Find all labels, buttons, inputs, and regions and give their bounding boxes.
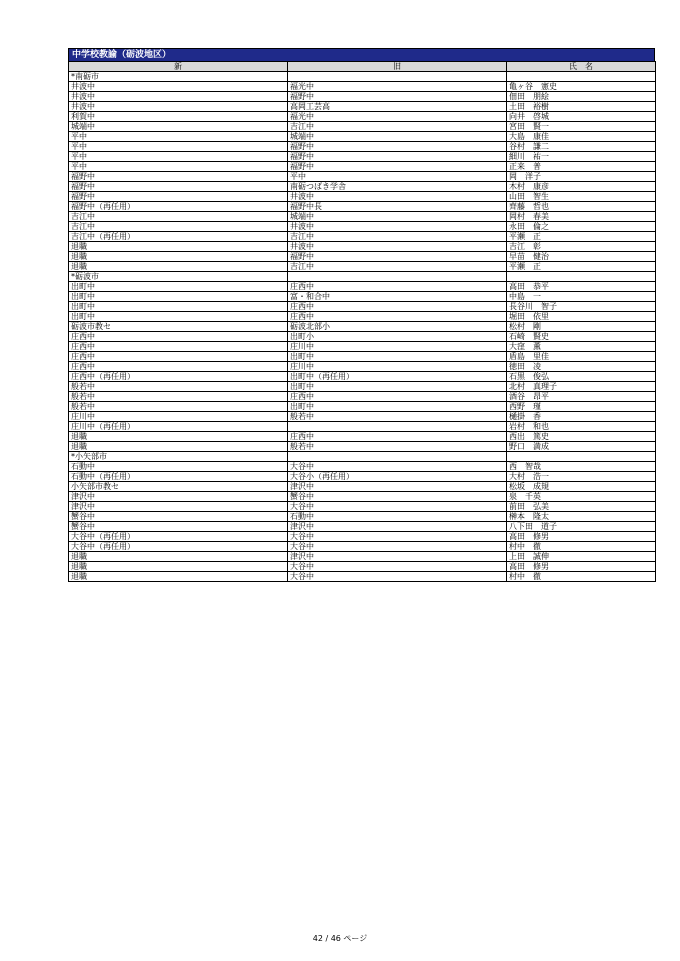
cell-old-post: 庄川中 <box>288 342 507 352</box>
cell-new-post: 庄西中 <box>69 342 288 352</box>
table-row <box>69 332 656 342</box>
cell-old-post: 富・和合中 <box>288 292 507 302</box>
cell-new-post: 出町中 <box>69 312 288 322</box>
table-row <box>69 542 656 552</box>
cell-new-post: 吉江中 <box>69 222 288 232</box>
cell-new-post: 退職 <box>69 262 288 272</box>
cell-person-name: 西出 篤史 <box>507 432 656 442</box>
table-row <box>69 242 656 252</box>
table-row <box>69 312 656 322</box>
region-empty-cell <box>288 72 507 82</box>
region-empty-cell <box>507 72 656 82</box>
cell-old-post: 津沢中 <box>288 522 507 532</box>
cell-old-post: 福野中 <box>288 92 507 102</box>
cell-person-name: 北村 真理子 <box>507 382 656 392</box>
page-number: 42 / 46 ページ <box>312 934 368 943</box>
cell-new-post: 退職 <box>69 572 288 582</box>
table-row <box>69 392 656 402</box>
cell-person-name: 亀ヶ谷 憲史 <box>507 82 656 92</box>
cell-new-post: 福野中 <box>69 182 288 192</box>
table-header-row <box>69 62 656 72</box>
cell-person-name: 長谷川 智子 <box>507 302 656 312</box>
table-row <box>69 552 656 562</box>
cell-new-post: 庄西中 <box>69 332 288 342</box>
sheet-title: 中学校教諭（砺波地区） <box>68 48 655 61</box>
table-row <box>69 82 656 92</box>
table-row <box>69 132 656 142</box>
column-header-new: 新 <box>69 62 288 72</box>
cell-person-name: 齊藤 哲也 <box>507 202 656 212</box>
cell-new-post: 小矢部市教セ <box>69 482 288 492</box>
cell-new-post: 平中 <box>69 162 288 172</box>
cell-old-post: 庄西中 <box>288 302 507 312</box>
region-row <box>69 272 656 282</box>
cell-old-post: 出町中 <box>288 402 507 412</box>
table-row <box>69 472 656 482</box>
cell-person-name: 徳田 凌 <box>507 362 656 372</box>
table-body <box>69 72 656 582</box>
cell-new-post: 井波中 <box>69 92 288 102</box>
cell-new-post: 出町中 <box>69 282 288 292</box>
table-row <box>69 292 656 302</box>
cell-old-post: 井波中 <box>288 242 507 252</box>
cell-person-name: 村中 徹 <box>507 542 656 552</box>
table-row <box>69 382 656 392</box>
cell-person-name: 大村 浩一 <box>507 472 656 482</box>
cell-old-post: 城端中 <box>288 132 507 142</box>
cell-old-post: 出町中 <box>288 352 507 362</box>
cell-person-name: 松村 剛 <box>507 322 656 332</box>
table-row <box>69 162 656 172</box>
cell-new-post: 出町中 <box>69 292 288 302</box>
cell-old-post: 石動中 <box>288 512 507 522</box>
cell-old-post: 城端中 <box>288 212 507 222</box>
cell-old-post: 平中 <box>288 172 507 182</box>
cell-person-name: 正来 普 <box>507 162 656 172</box>
cell-old-post: 出町中 <box>288 382 507 392</box>
table-row <box>69 442 656 452</box>
cell-person-name: 高田 恭平 <box>507 282 656 292</box>
cell-new-post: 平中 <box>69 152 288 162</box>
cell-new-post: 庄西中（再任用） <box>69 372 288 382</box>
table-row <box>69 322 656 332</box>
table-row <box>69 402 656 412</box>
cell-person-name: 西 智哉 <box>507 462 656 472</box>
cell-new-post: 利賀中 <box>69 112 288 122</box>
table-row <box>69 482 656 492</box>
cell-old-post: 福光中 <box>288 82 507 92</box>
table-row <box>69 562 656 572</box>
cell-person-name: 松坂 成規 <box>507 482 656 492</box>
cell-old-post: 吉江中 <box>288 122 507 132</box>
cell-old-post: 大谷中 <box>288 532 507 542</box>
cell-person-name: 泉 千英 <box>507 492 656 502</box>
cell-person-name: 大窪 薫 <box>507 342 656 352</box>
region-row <box>69 452 656 462</box>
table-row <box>69 492 656 502</box>
cell-person-name: 平瀬 正 <box>507 232 656 242</box>
cell-new-post: 庄川中（再任用） <box>69 422 288 432</box>
table-row <box>69 102 656 112</box>
cell-person-name: 木村 康彦 <box>507 182 656 192</box>
cell-old-post: 般若中 <box>288 442 507 452</box>
cell-person-name: 高田 修男 <box>507 562 656 572</box>
cell-old-post: 津沢中 <box>288 552 507 562</box>
cell-person-name: 野口 満成 <box>507 442 656 452</box>
cell-person-name: 向井 啓城 <box>507 112 656 122</box>
cell-person-name: 岡村 春美 <box>507 212 656 222</box>
region-empty-cell <box>288 452 507 462</box>
cell-person-name: 酒谷 昂平 <box>507 392 656 402</box>
table-row <box>69 152 656 162</box>
cell-new-post: 吉江中（再任用） <box>69 232 288 242</box>
table-row <box>69 532 656 542</box>
table-row <box>69 122 656 132</box>
cell-new-post: 福野中 <box>69 192 288 202</box>
cell-person-name: 細川 祐一 <box>507 152 656 162</box>
table-row <box>69 112 656 122</box>
region-row <box>69 72 656 82</box>
region-label: *小矢部市 <box>69 452 288 462</box>
cell-new-post: 津沢中 <box>69 492 288 502</box>
cell-old-post <box>288 422 507 432</box>
cell-old-post: 出町小 <box>288 332 507 342</box>
table-row <box>69 222 656 232</box>
cell-person-name: 谷村 謙二 <box>507 142 656 152</box>
cell-old-post: 大谷小（再任用） <box>288 472 507 482</box>
table-row <box>69 362 656 372</box>
region-empty-cell <box>507 272 656 282</box>
cell-person-name: 大島 康佳 <box>507 132 656 142</box>
cell-person-name: 石黒 俊弘 <box>507 372 656 382</box>
table-row <box>69 192 656 202</box>
personnel-table <box>68 61 656 582</box>
cell-person-name: 石崎 賢史 <box>507 332 656 342</box>
table-row <box>69 232 656 242</box>
cell-person-name: 山田 智生 <box>507 192 656 202</box>
table-row <box>69 92 656 102</box>
cell-old-post: 蟹谷中 <box>288 492 507 502</box>
cell-old-post: 大谷中 <box>288 542 507 552</box>
cell-new-post: 般若中 <box>69 392 288 402</box>
table-row <box>69 142 656 152</box>
cell-old-post: 福野中 <box>288 142 507 152</box>
table-row <box>69 432 656 442</box>
cell-old-post: 津沢中 <box>288 482 507 492</box>
cell-new-post: 退職 <box>69 252 288 262</box>
cell-person-name: 村中 徹 <box>507 572 656 582</box>
cell-old-post: 庄西中 <box>288 432 507 442</box>
cell-new-post: 出町中 <box>69 302 288 312</box>
cell-new-post: 庄西中 <box>69 362 288 372</box>
cell-old-post: 庄川中 <box>288 362 507 372</box>
cell-old-post: 出町中（再任用） <box>288 372 507 382</box>
cell-person-name: 樋掛 香 <box>507 412 656 422</box>
table-row <box>69 412 656 422</box>
cell-person-name: 高田 修男 <box>507 532 656 542</box>
cell-new-post: 井波中 <box>69 82 288 92</box>
table-row <box>69 422 656 432</box>
table-row <box>69 502 656 512</box>
cell-old-post: 庄西中 <box>288 312 507 322</box>
cell-person-name: 永田 倫之 <box>507 222 656 232</box>
table-row <box>69 302 656 312</box>
region-empty-cell <box>507 452 656 462</box>
cell-new-post: 退職 <box>69 432 288 442</box>
table-row <box>69 182 656 192</box>
cell-new-post: 平中 <box>69 132 288 142</box>
cell-person-name: 前田 弘美 <box>507 502 656 512</box>
cell-old-post: 庄西中 <box>288 282 507 292</box>
cell-new-post: 井波中 <box>69 102 288 112</box>
cell-person-name: 土田 裕樹 <box>507 102 656 112</box>
table-row <box>69 352 656 362</box>
cell-new-post: 般若中 <box>69 382 288 392</box>
cell-old-post: 般若中 <box>288 412 507 422</box>
cell-new-post: 退職 <box>69 562 288 572</box>
table-row <box>69 172 656 182</box>
region-label: *砺波市 <box>69 272 288 282</box>
cell-old-post: 福野中長 <box>288 202 507 212</box>
table-row <box>69 372 656 382</box>
table-row <box>69 212 656 222</box>
cell-old-post: 福野中 <box>288 152 507 162</box>
cell-new-post: 石動中（再任用） <box>69 472 288 482</box>
table-row <box>69 282 656 292</box>
table-row <box>69 512 656 522</box>
cell-new-post: 庄川中 <box>69 412 288 422</box>
cell-new-post: 退職 <box>69 242 288 252</box>
cell-new-post: 蟹谷中 <box>69 522 288 532</box>
cell-person-name: 堀田 依里 <box>507 312 656 322</box>
cell-person-name: 平瀬 正 <box>507 262 656 272</box>
table-row <box>69 252 656 262</box>
cell-person-name: 西野 瑾 <box>507 402 656 412</box>
cell-new-post: 退職 <box>69 552 288 562</box>
cell-old-post: 福光中 <box>288 112 507 122</box>
cell-person-name: 上田 誠伸 <box>507 552 656 562</box>
cell-old-post: 吉江中 <box>288 232 507 242</box>
cell-old-post: 高岡工芸高 <box>288 102 507 112</box>
cell-old-post: 福野中 <box>288 162 507 172</box>
table-row <box>69 522 656 532</box>
cell-old-post: 大谷中 <box>288 502 507 512</box>
cell-old-post: 吉江中 <box>288 262 507 272</box>
cell-person-name: 宮田 賢一 <box>507 122 656 132</box>
cell-person-name: 中島 一 <box>507 292 656 302</box>
personnel-sheet <box>68 48 655 582</box>
cell-old-post: 井波中 <box>288 222 507 232</box>
cell-new-post: 城端中 <box>69 122 288 132</box>
cell-new-post: 庄西中 <box>69 352 288 362</box>
cell-person-name: 岩村 和也 <box>507 422 656 432</box>
cell-person-name: 盾島 里佳 <box>507 352 656 362</box>
table-row <box>69 342 656 352</box>
cell-new-post: 砺波市教セ <box>69 322 288 332</box>
table-row <box>69 202 656 212</box>
table-row <box>69 462 656 472</box>
cell-old-post: 大谷中 <box>288 572 507 582</box>
cell-old-post: 砺波北部小 <box>288 322 507 332</box>
region-empty-cell <box>288 272 507 282</box>
cell-new-post: 大谷中（再任用） <box>69 532 288 542</box>
cell-person-name: 榊本 隆太 <box>507 512 656 522</box>
cell-new-post: 福野中 <box>69 172 288 182</box>
table-row <box>69 572 656 582</box>
column-header-name: 氏 名 <box>507 62 656 72</box>
cell-old-post: 大谷中 <box>288 562 507 572</box>
cell-old-post: 福野中 <box>288 252 507 262</box>
region-label: *南砺市 <box>69 72 288 82</box>
cell-new-post: 蟹谷中 <box>69 512 288 522</box>
cell-person-name: 八下田 道子 <box>507 522 656 532</box>
cell-person-name: 岡 洋子 <box>507 172 656 182</box>
cell-old-post: 大谷中 <box>288 462 507 472</box>
cell-person-name: 早苗 健治 <box>507 252 656 262</box>
cell-new-post: 吉江中 <box>69 212 288 222</box>
cell-new-post: 福野中（再任用） <box>69 202 288 212</box>
cell-new-post: 石動中 <box>69 462 288 472</box>
column-header-old: 旧 <box>288 62 507 72</box>
cell-new-post: 大谷中（再任用） <box>69 542 288 552</box>
table-row <box>69 262 656 272</box>
cell-new-post: 退職 <box>69 442 288 452</box>
cell-new-post: 般若中 <box>69 402 288 412</box>
cell-person-name: 佃田 朋絵 <box>507 92 656 102</box>
cell-old-post: 南砺つばき学舎 <box>288 182 507 192</box>
cell-person-name: 吉江 彰 <box>507 242 656 252</box>
cell-old-post: 庄西中 <box>288 392 507 402</box>
cell-old-post: 井波中 <box>288 192 507 202</box>
cell-new-post: 平中 <box>69 142 288 152</box>
cell-new-post: 津沢中 <box>69 502 288 512</box>
